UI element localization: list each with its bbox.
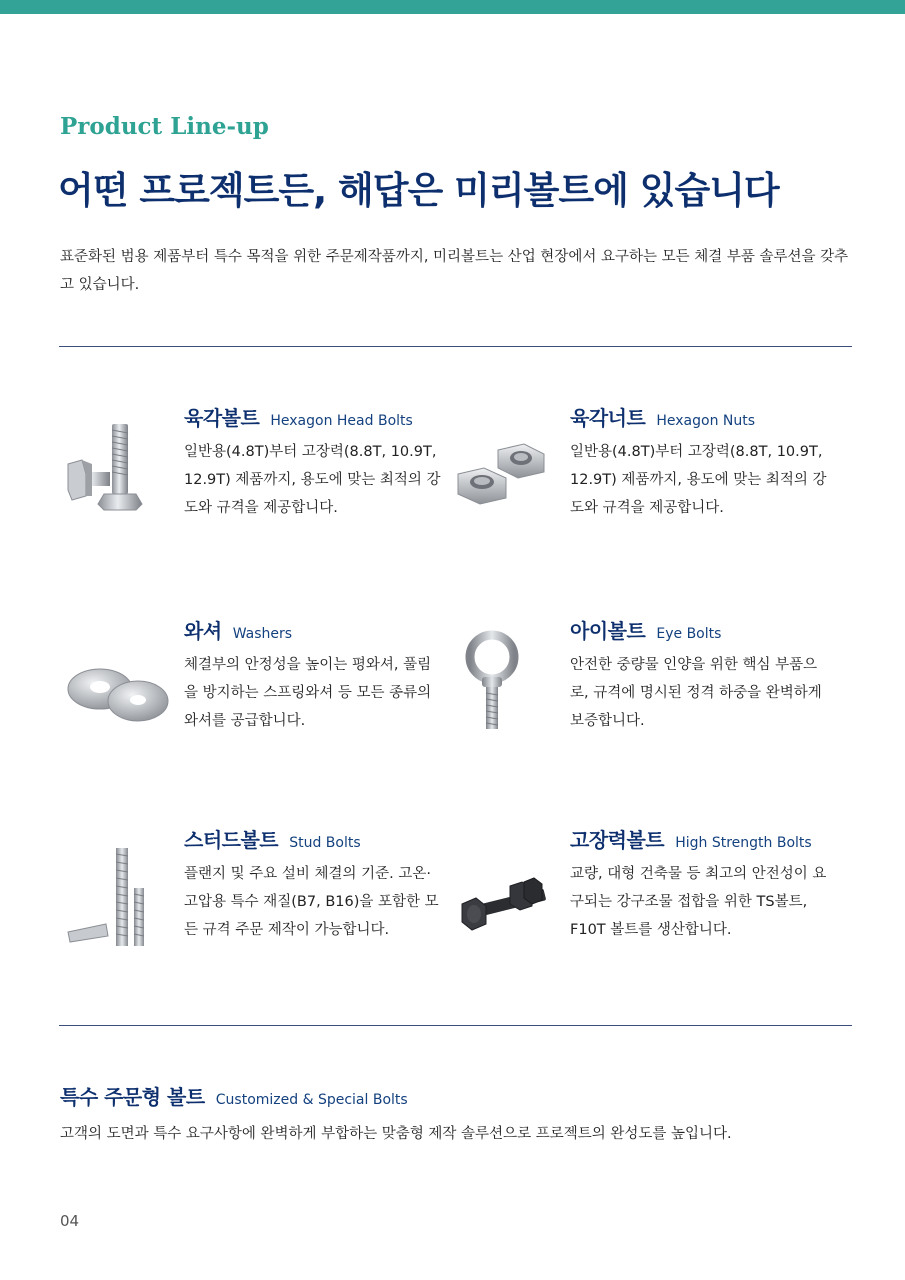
product-description: 플랜지 및 주요 설비 체결의 기준. 고온·고압용 특수 재질(B7, B16)을 포함한 모든 규격 주문 제작이 가능합니다.: [184, 866, 439, 938]
special-title-ko: 특수 주문형 볼트: [60, 1085, 205, 1109]
product-card-high-strength-bolts: [448, 824, 838, 974]
washer-icon: [62, 627, 172, 737]
product-title-en: High Strength Bolts: [675, 835, 812, 851]
product-title-en: Hexagon Nuts: [656, 413, 756, 429]
product-card-eye-bolts: [448, 615, 838, 765]
product-description: 일반용(4.8T)부터 고장력(8.8T, 10.9T, 12.9T) 제품까지, 용도에 맞는 최적의 강도와 규격을 제공합니다.: [184, 444, 441, 516]
product-title-ko: 와셔: [184, 619, 222, 643]
intro-paragraph: 표준화된 범용 제품부터 특수 목적을 위한 주문제작품까지, 미리볼트는 산업 현장에서 요구하는 모든 체결 부품 솔루션을 갖추고 있습니다.: [60, 249, 849, 293]
product-title-ko: 아이볼트: [570, 619, 646, 643]
product-card-stud-bolts: [62, 824, 452, 974]
product-description: 체결부의 안정성을 높이는 평와셔, 풀림을 방지하는 스프링와셔 등 모든 종류의 와셔를 공급합니다.: [184, 657, 432, 729]
high-strength-bolt-icon: [448, 836, 558, 946]
product-title-en: Eye Bolts: [656, 626, 722, 642]
product-title-en: Washers: [232, 626, 293, 642]
product-card-washers: [62, 615, 452, 765]
product-description: 일반용(4.8T)부터 고장력(8.8T, 10.9T, 12.9T) 제품까지, 용도에 맞는 최적의 강도와 규격을 제공합니다.: [570, 444, 827, 516]
divider-bottom: [59, 1025, 852, 1026]
special-title-en: Customized & Special Bolts: [215, 1092, 408, 1108]
stud-bolt-icon: [62, 836, 172, 946]
eye-bolt-icon: [448, 627, 558, 737]
hex-bolt-icon: [62, 414, 172, 524]
section-eyebrow: Product Line-up: [60, 113, 269, 140]
product-description: 안전한 중량물 인양을 위한 핵심 부품으로, 규격에 명시된 정격 하중을 완벽하게 보증합니다.: [570, 657, 822, 729]
product-title-ko: 육각볼트: [184, 406, 260, 430]
product-title-en: Stud Bolts: [289, 835, 361, 851]
product-description: 교량, 대형 건축물 등 최고의 안전성이 요구되는 강구조물 접합을 위한 TS볼트, F10T 볼트를 생산합니다.: [570, 866, 827, 938]
page-title: 어떤 프로젝트든, 해답은 미리볼트에 있습니다: [58, 169, 779, 212]
special-bolts-heading: [60, 1081, 408, 1110]
hex-nut-icon: [448, 414, 558, 524]
product-title-en: Hexagon Head Bolts: [270, 413, 413, 429]
product-card-hex-nuts: [448, 402, 838, 552]
product-card-hex-bolts: [62, 402, 452, 552]
product-title-ko: 스터드볼트: [184, 828, 279, 852]
special-bolts-description: 고객의 도면과 특수 요구사항에 완벽하게 부합하는 맞춤형 제작 솔루션으로 프로젝트의 완성도를 높입니다.: [60, 1126, 732, 1142]
divider-top: [59, 346, 852, 347]
page-number: 04: [60, 1212, 80, 1230]
top-accent-bar: [0, 0, 905, 14]
product-title-ko: 육각너트: [570, 406, 646, 430]
product-title-ko: 고장력볼트: [570, 828, 665, 852]
